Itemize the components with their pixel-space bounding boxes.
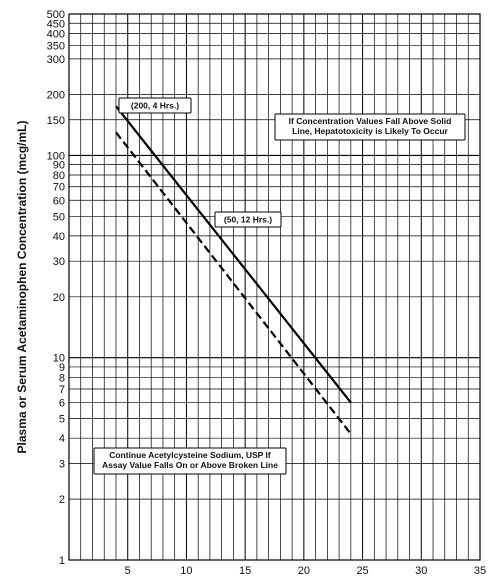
annotation-50-12hrs [215,212,281,227]
y-tick-label: 90 [52,159,65,172]
y-axis-label: Plasma or Serum Acetaminophen Concentration (mcg/mL) [15,120,29,454]
y-tick-label: 200 [46,89,65,102]
y-tick-label: 4 [58,433,65,446]
y-tick-label: 2 [58,494,65,507]
y-tick-label: 400 [46,28,65,41]
y-tick-label: 40 [52,230,65,243]
x-tick-label: 5 [124,565,131,577]
y-tick-label: 30 [52,256,65,269]
y-tick-label: 7 [58,384,65,397]
annotation-text: (200, 4 Hrs.) [130,100,180,111]
y-tick-label: 100 [46,150,65,163]
y-tick-label: 8 [58,372,65,385]
annotation-text: If Concentration Values Fall Above Solid [288,116,452,126]
annotation-text: Assay Value Falls On or Above Broken Line [102,460,278,470]
annotation-text: (50, 12 Hrs.) [223,214,273,225]
annotation-text: Continue Acetylcysteine Sodium, USP If [109,450,271,460]
y-tick-label: 5 [58,413,65,426]
y-tick-label: 6 [58,397,65,410]
x-tick-label: 30 [415,565,428,577]
y-tick-label: 3 [58,458,65,471]
x-tick-label: 20 [297,565,310,577]
y-tick-label: 450 [46,18,65,31]
y-tick-label: 50 [52,211,65,224]
plot-frame [69,14,480,560]
y-tick-label: 10 [52,352,65,365]
y-tick-label: 80 [52,170,65,183]
y-tick-label: 9 [58,361,65,374]
y-tick-label: 300 [46,53,65,66]
y-tick-label: 70 [52,181,65,194]
y-tick-label: 350 [46,40,65,53]
y-tick-label: 60 [52,195,65,208]
annotation-continue-acetylcysteine [94,448,286,474]
y-tick-label: 150 [46,114,65,127]
x-tick-label: 10 [180,565,193,577]
x-tick-label: 15 [239,565,252,577]
x-tick-label: 25 [356,565,369,577]
y-tick-label: 500 [46,9,65,21]
y-tick-label: 20 [52,291,65,304]
annotation-200-4hrs [119,98,191,113]
y-tick-label: 1 [58,555,65,567]
annotation-hepatotoxicity [275,114,465,140]
grid [69,14,480,560]
x-tick-label: 35 [473,565,487,577]
annotation-text: Line, Hepatotoxicity is Likely To Occur [292,126,448,136]
